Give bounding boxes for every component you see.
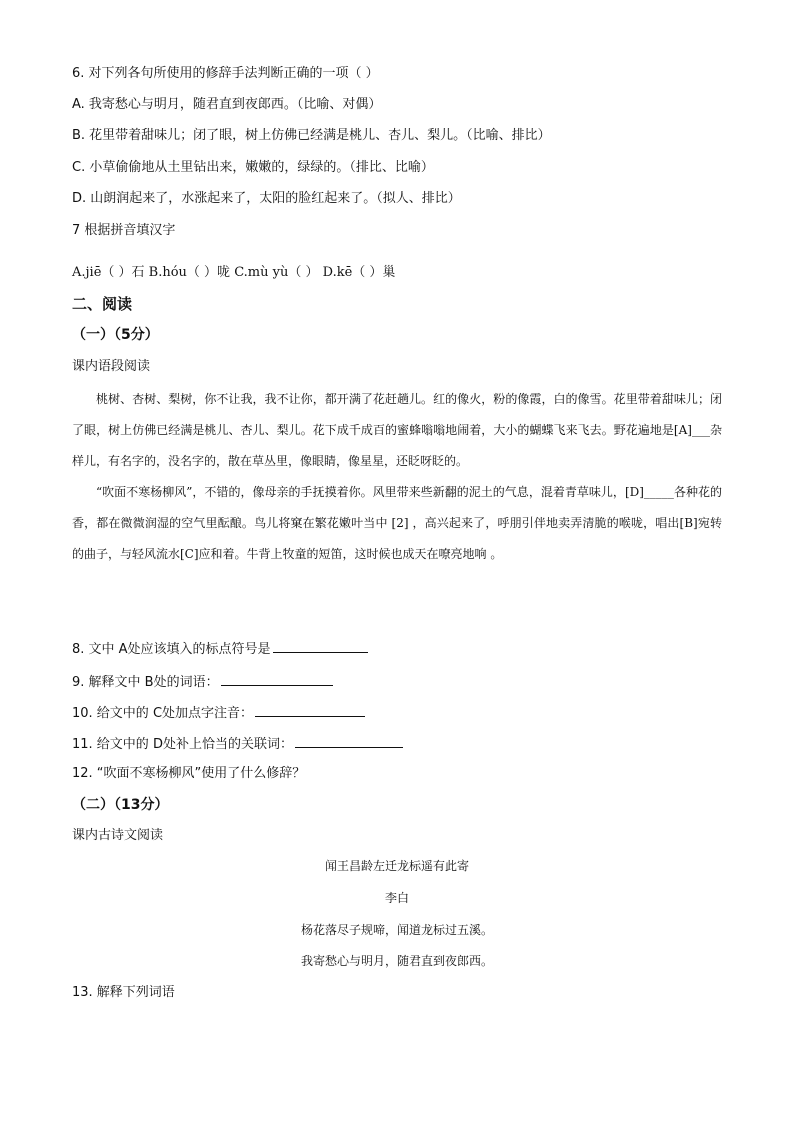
question-10-text: 10. 给文中的 C处加点字注音： <box>72 706 254 721</box>
question-8-text: 8. 文中 A处应该填入的标点符号是 <box>72 642 271 657</box>
question-12: 12. “吹面不寒杨柳风”使用了什么修辞？ <box>72 766 306 781</box>
question-6-option-c: C. 小草偷偷地从土里钻出来，嫩嫩的，绿绿的。（排比、比喻） <box>72 160 434 175</box>
reading-passage <box>72 384 722 570</box>
question-7-stem: 7 根据拼音填汉字 <box>72 223 176 238</box>
answer-blank[interactable] <box>295 734 403 748</box>
answer-blank[interactable] <box>273 639 368 653</box>
passage-paragraph-2: “吹面不寒杨柳风”，不错的，像母亲的手抚摸着你。风里带来些新翻的泥土的气息，混着青草味儿，[D]_____各种花的香，都在微微润湿的空气里酝酿。鸟儿将窠在繁花嫩叶当中 [2] ，高兴起来了，呼朋引伴地卖弄清脆的喉咙，唱出[B]宛转的曲子，与轻风流水[C]应和着。牛背上牧童的短笛，这时候也成天在嘹亮地响 。 <box>72 485 722 561</box>
part-1-label: 课内语段阅读 <box>72 359 151 374</box>
poem-title: 闻王昌龄左迁龙标遥有此寄 <box>324 859 469 873</box>
part-1-title: （一）（5分） <box>72 327 159 343</box>
question-6-option-d: D. 山朗润起来了，水涨起来了，太阳的脸红起来了。（拟人、排比） <box>72 191 461 206</box>
question-9-text: 9. 解释文中 B处的词语： <box>72 675 219 690</box>
poem-line-2: 我寄愁心与明月，随君直到夜郎西。 <box>300 954 493 968</box>
question-8 <box>72 639 368 659</box>
question-9 <box>72 672 333 692</box>
part-2-label: 课内古诗文阅读 <box>72 828 164 843</box>
part-2-title: （二）（13分） <box>72 797 169 813</box>
answer-blank[interactable] <box>221 672 333 686</box>
answer-blank[interactable] <box>255 703 365 717</box>
question-13: 13. 解释下列词语 <box>72 985 175 1000</box>
poem-line-1: 杨花落尽子规啼，闻道龙标过五溪。 <box>300 923 493 937</box>
question-10 <box>72 703 365 723</box>
question-11-text: 11. 给文中的 D处补上恰当的关联词： <box>72 737 293 752</box>
question-7-items: A.jiē（ ）石 B.hóu（ ）咙 C.mù yù（ ） D.kē（ ）巢 <box>72 265 396 280</box>
question-6-stem: 6. 对下列各句所使用的修辞手法判断正确的一项（ ） <box>72 66 379 81</box>
poem-author: 李白 <box>384 891 409 905</box>
question-6-option-b: B. 花里带着甜味儿；闭了眼，树上仿佛已经满是桃儿、杏儿、梨儿。（比喻、排比） <box>72 128 551 143</box>
passage-paragraph-1: 桃树、杏树、梨树，你不让我，我不让你，都开满了花赶趟儿。红的像火，粉的像霞，白的像雪。花里带着甜味儿；闭了眼，树上仿佛已经满是桃儿、杏儿、梨儿。花下成千成百的蜜蜂嗡嗡地闹着，大小的蝴蝶飞来飞去。野花遍地是[A]___杂样儿，有名字的，没名字的，散在草丛里，像眼睛，像星星，还眨呀眨的。 <box>72 392 722 468</box>
question-11 <box>72 734 403 754</box>
section-title: 二、阅读 <box>72 295 133 313</box>
question-6-option-a: A. 我寄愁心与明月，随君直到夜郎西。（比喻、对偶） <box>72 97 382 112</box>
